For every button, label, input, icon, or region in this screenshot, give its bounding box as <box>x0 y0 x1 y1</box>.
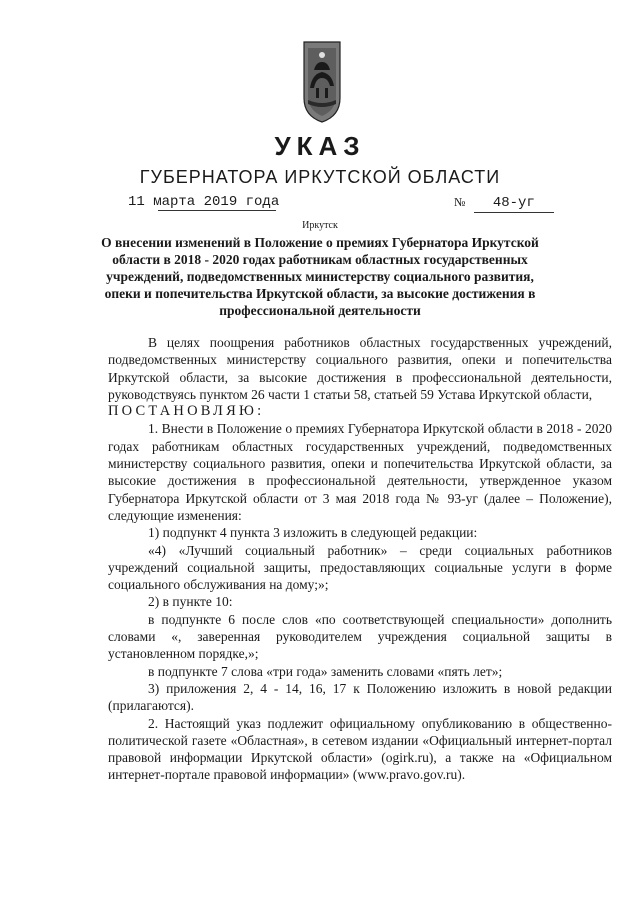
item-1-1-text-paragraph: «4) «Лучший социальный работник» – среди социальных работников учреждений социальной защиты, предоставляющих социальные услуги в форме социального обслуживания на дому;»; <box>108 542 612 593</box>
item-1-3-paragraph: 3) приложения 2, 4 - 14, 16, 17 к Положению изложить в новой редакции (прилагаются). <box>108 680 612 714</box>
item-2-paragraph: 2. Настоящий указ подлежит официальному опубликованию в общественно-политической газете «Областная», в сетевом издании «Официальный интернет-портал правовой информации Иркутской области» (ogirk.ru), а также на «Официальном интернет-портале правовой информации» (www.pravo.gov.ru). <box>108 715 612 783</box>
decree-date-text: 11 марта 2019 года <box>128 194 280 210</box>
number-sign: № <box>454 195 466 209</box>
decree-city: Иркутск <box>302 220 338 231</box>
decree-number <box>454 193 554 213</box>
item-1-2-b-paragraph: в подпункте 7 слова «три года» заменить словами «пять лет»; <box>148 663 503 679</box>
item-1-paragraph: 1. Внести в Положение о премиях Губернатора Иркутской области в 2018 - 2020 годах работникам областных государственных учреждений, подведомственных министерству социального развития, опеки и попечительства Иркутской области, за высокие достижения в профессиональной деятельности, утвержденное указом Губернатора Иркутской области от 3 мая 2018 года № 93-уг (далее – Положение), следующие изменения: <box>108 421 612 523</box>
item-1-1-paragraph: 1) подпункт 4 пункта 3 изложить в следующей редакции: <box>148 525 478 541</box>
irkutsk-coat-of-arms-icon <box>302 40 342 124</box>
preamble-paragraph: В целях поощрения работников областных государственных учреждений, подведомственных министерству социального развития, опеки и попечительства Иркутской области, за высокие достижения в профессиональной деятельности, руководствуясь пунктом 26 части 1 статьи 58, статьей 59 Устава Иркутской области, <box>108 335 612 402</box>
decree-date-underline <box>158 210 276 211</box>
decree-body <box>108 334 612 784</box>
decree-number-value: 48-уг <box>474 194 554 213</box>
item-1-2-paragraph: 2) в пункте 10: <box>148 594 233 610</box>
decree-heading: О внесении изменений в Положение о премиях Губернатора Иркутской области в 2018 - 2020 годах работникам областных государственных учреждений, подведомственных министерству социального развития, опеки и попечительства Иркутской области, за высокие достижения в профессиональной деятельности <box>101 235 539 318</box>
document-title: УКАЗ <box>274 131 366 161</box>
decree-date <box>128 193 279 211</box>
decree-keyword: ПОСТАНОВЛЯЮ: <box>108 403 265 420</box>
document-issuer: ГУБЕРНАТОРА ИРКУТСКОЙ ОБЛАСТИ <box>139 167 501 187</box>
item-1-2-a-paragraph: в подпункте 6 после слов «по соответствующей специальности» дополнить словами «, заверенная руководителем учреждения социальной защиты в установленном порядке,»; <box>108 611 612 662</box>
